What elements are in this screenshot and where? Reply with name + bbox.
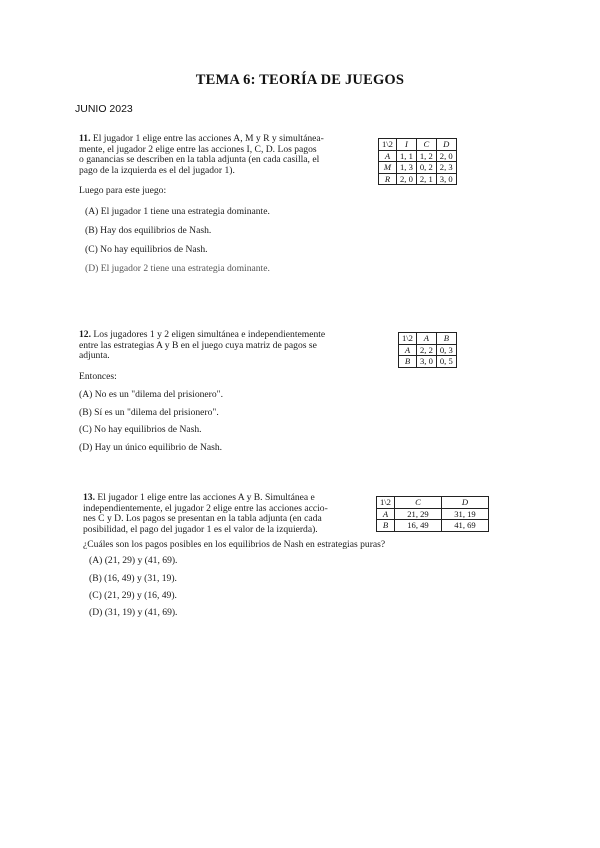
table-corner: 1\2: [377, 497, 395, 509]
question-line: pago de la izquierda es el del jugador 1).: [79, 164, 235, 176]
table-cell: 41, 69: [441, 520, 488, 532]
option-c[interactable]: (C) (21, 29) y (16, 49).: [89, 590, 177, 601]
option-b[interactable]: (B) Sí es un "dilema del prisionero".: [79, 407, 219, 418]
table-cell: 0, 2: [416, 162, 436, 174]
option-d[interactable]: (D) Hay un único equilibrio de Nash.: [79, 442, 223, 453]
column-header: D: [436, 139, 456, 151]
question-line: Los jugadores 1 y 2 eligen simultánea e independientemente: [93, 329, 326, 340]
table-cell: 0, 5: [436, 356, 456, 368]
question-line: El jugador 1 elige entre las acciones A y B. Simultánea e: [97, 492, 315, 503]
option-a[interactable]: (A) No es un "dilema del prisionero".: [79, 389, 223, 400]
question-number: 13.: [83, 492, 95, 503]
question-11-text: [79, 134, 371, 176]
question-line: o ganancias se describen en la tabla adjunta (en cada casilla, el: [79, 154, 320, 166]
question-number: 11.: [79, 133, 91, 144]
row-header: R: [379, 173, 397, 185]
table-cell: 2, 1: [416, 173, 436, 185]
question-line: independientemente, el jugador 2 elige entre las acciones accio-: [83, 502, 328, 514]
option-b[interactable]: (B) Hay dos equilibrios de Nash.: [85, 225, 212, 236]
table-corner: 1\2: [379, 139, 397, 151]
table-cell: 1, 1: [396, 150, 416, 162]
question-lead: Luego para este juego:: [79, 185, 167, 196]
table-cell: 0, 3: [436, 344, 456, 356]
question-lead: ¿Cuáles son los pagos posibles en los equilibrios de Nash en estrategias puras?: [83, 539, 386, 550]
payoff-table-q13: [376, 496, 489, 532]
row-header: A: [379, 150, 397, 162]
column-header: A: [416, 333, 436, 345]
payoff-table-q12: [398, 332, 457, 368]
row-header: A: [377, 508, 395, 520]
question-line: entre las estrategias A y B en el juego cuya matriz de pagos se: [79, 339, 317, 351]
question-line: adjunta.: [79, 350, 110, 362]
question-line: nes C y D. Los pagos se presentan en la tabla adjunta (en cada: [83, 513, 322, 525]
row-header: A: [399, 344, 417, 356]
option-c[interactable]: (C) No hay equilibrios de Nash.: [79, 424, 202, 435]
row-header: B: [399, 356, 417, 368]
table-cell: 2, 3: [436, 162, 456, 174]
table-cell: 2, 0: [396, 173, 416, 185]
table-cell: 1, 3: [396, 162, 416, 174]
question-line: posibilidad, el pago del jugador 1 es el valor de la izquierda).: [83, 523, 318, 535]
page-title: TEMA 6: TEORÍA DE JUEGOS: [195, 72, 405, 88]
row-header: M: [379, 162, 397, 174]
row-header: B: [377, 520, 395, 532]
column-header: D: [441, 497, 488, 509]
option-d[interactable]: (D) El jugador 2 tiene una estrategia dominante.: [85, 263, 270, 274]
option-a[interactable]: (A) El jugador 1 tiene una estrategia dominante.: [85, 206, 270, 217]
option-c[interactable]: (C) No hay equilibrios de Nash.: [85, 244, 208, 255]
table-cell: 2, 2: [416, 344, 436, 356]
table-cell: 21, 29: [394, 508, 441, 520]
question-line: mente, el jugador 2 elige entre las acciones I, C, D. Los pagos: [79, 143, 317, 155]
column-header: C: [416, 139, 436, 151]
table-corner: 1\2: [399, 333, 417, 345]
question-13-text: [83, 493, 367, 535]
option-a[interactable]: (A) (21, 29) y (41, 69).: [89, 555, 178, 566]
question-line: El jugador 1 elige entre las acciones A, M y R y simultánea-: [92, 133, 324, 144]
option-b[interactable]: (B) (16, 49) y (31, 19).: [89, 573, 177, 584]
column-header: B: [436, 333, 456, 345]
table-cell: 31, 19: [441, 508, 488, 520]
column-header: C: [394, 497, 441, 509]
table-cell: 1, 2: [416, 150, 436, 162]
option-d[interactable]: (D) (31, 19) y (41, 69).: [89, 607, 178, 618]
table-cell: 2, 0: [436, 150, 456, 162]
table-cell: 3, 0: [436, 173, 456, 185]
payoff-table-q11: [378, 138, 457, 185]
table-cell: 16, 49: [394, 520, 441, 532]
exam-date: JUNIO 2023: [75, 103, 133, 115]
question-number: 12.: [79, 329, 91, 340]
question-lead: Entonces:: [79, 371, 117, 382]
table-cell: 3, 0: [416, 356, 436, 368]
column-header: I: [396, 139, 416, 151]
question-12-text: [79, 330, 371, 362]
